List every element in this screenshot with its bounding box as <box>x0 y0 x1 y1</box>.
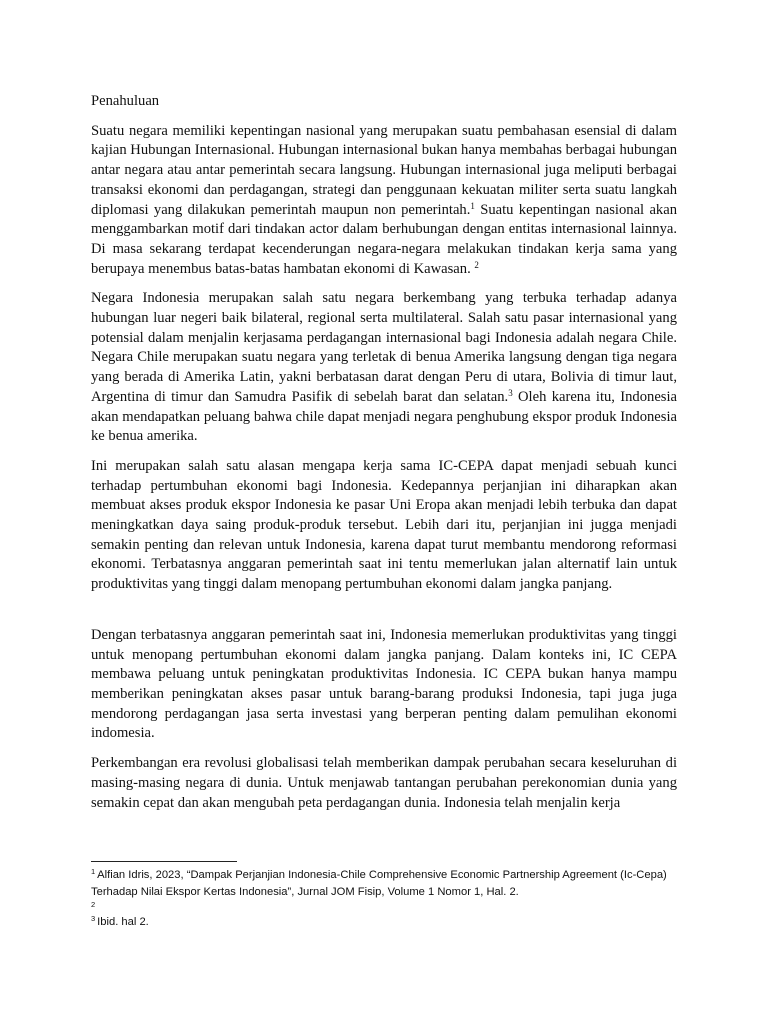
footnotes-section <box>91 861 691 931</box>
paragraph-1-text-a: Suatu negara memiliki kepentingan nasional yang merupakan suatu pembahasan esensial di dalam kajian Hubungan Internasional. Hubungan internasional bukan hanya membahas berbagai hubungan antar negara atau antar pemerintah secara langsung. Hubungan internasional juga meliputi berbagai transaksi ekonomi dan perdagangan, strategi dan penggunaan kekuatan militer serta suatu langkah diplomasi yang dilakukan pemerintah maupun non pemerintah. <box>91 122 678 218</box>
footnote-separator <box>91 861 237 862</box>
paragraph-5: Perkembangan era revolusi globalisasi telah memberikan dampak perubahan secara keseluruhan di masing-masing negara di dunia. Untuk menjawab tantangan perubahan perekonomian dunia yang semakin cepat dan akan mengubah peta perdagangan dunia. Indonesia telah menjalin kerja <box>91 755 677 811</box>
footnote-ref-2[interactable]: 2 <box>474 259 479 270</box>
footnote-1 <box>91 867 691 900</box>
paragraph-1-text-b: Suatu kepentingan nasional akan menggambarkan motif dari tindakan actor dalam berhubungan dengan entitas internasional lainnya. Di masa sekarang terdapat kecenderungan negara-negara melakukan tindakan kerja sama yang berupaya menembus batas-batas hambatan ekonomi di Kawasan. <box>91 201 677 277</box>
footnote-3 <box>91 914 691 931</box>
footnote-1-number: 1 <box>91 867 96 876</box>
paragraph-2-text-a: Negara Indonesia merupakan salah satu negara berkembang yang terbuka terhadap adanya hubungan luar negeri baik bilateral, regional serta multilateral. Salah satu pasar internasional yang potensial dalam menjalin kerjasama perdagangan internasional bagi Indonesia adalah negara Chile. Negara Chile merupakan suatu negara yang terletak di benua Amerika langsung dengan tiga negara yang berada di Amerika Latin, yakni berbatasan darat dengan Peru di utara, Bolivia di timur laut, Argentina di timur dan Samudra Pasifik di sebelah barat dan selatan. <box>91 290 677 405</box>
footnote-2-number: 2 <box>91 900 96 910</box>
footnote-1-text: Alfian Idris, 2023, “Dampak Perjanjian Indonesia-Chile Comprehensive Economic Partnership Agreement (Ic-Cepa) Terhadap Nilai Ekspor Kertas Indonesia”, Jurnal JOM Fisip, Volume 1 Nomor 1, Hal. 2. <box>91 869 667 898</box>
footnote-3-number: 3 <box>91 914 96 924</box>
paragraph-3: Ini merupakan salah satu alasan mengapa kerja sama IC-CEPA dapat menjadi sebuah kunci terhadap pertumbuhan ekonomi bagi Indonesia. Kedepannya perjanjian ini diharapkan akan membuat akses produk ekspor Indonesia ke pasar Uni Eropa akan menjadi lebih terbuka dan dapat meningkatkan daya saing produk-produk tersebut. Lebih dari itu, perjanjian ini jugga menjadi semakin penting dan relevan untuk Indonesia, karena dapat turut membantu mendorong reformasi ekonomi. Terbatasnya anggaran pemerintah saat ini tentu memerlukan jalan alternatif lain untuk produktivitas yang tinggi dalam menopang pertumbuhan ekonomi dalam jangka panjang. <box>91 457 677 593</box>
paragraph-2-text-b: Oleh karena itu, Indonesia akan mendapatkan peluang bahwa chile dapat menjadi negara penghubung ekspor produk Indonesia ke benua amerika. <box>91 388 678 445</box>
footnote-2 <box>91 900 691 914</box>
paragraph-2 <box>91 289 677 447</box>
document-page <box>91 92 677 823</box>
footnote-ref-3[interactable]: 3 <box>508 387 513 398</box>
blank-line <box>91 605 677 626</box>
footnote-3-text: Ibid. hal 2. <box>97 916 149 929</box>
paragraph-1 <box>91 122 677 280</box>
section-heading: Penahuluan <box>91 93 160 109</box>
paragraph-4: Dengan terbatasnya anggaran pemerintah saat ini, Indonesia memerlukan produktivitas yang tinggi untuk menopang pertumbuhan ekonomi dalam jangka panjang. Dalam konteks ini, IC CEPA membawa peluang untuk peningkatan produktivitas Indonesia. IC CEPA bukan hanya mampu memberikan peningkatan akses pasar untuk barang-barang produksi Indonesia, tapi juga juga mendorong perdagangan jasa serta investasi yang berperan penting dalam pemulihan ekonomi indomesia. <box>91 626 677 742</box>
footnote-ref-1[interactable]: 1 <box>470 200 475 211</box>
